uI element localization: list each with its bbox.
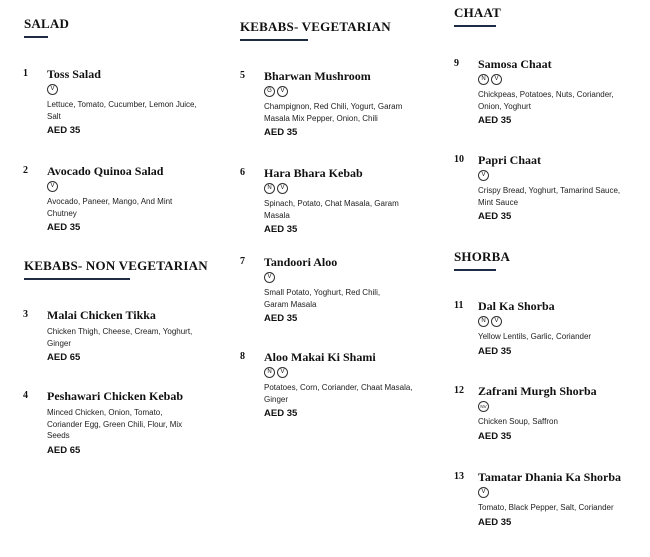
section-salad [24, 16, 70, 38]
menu-item[interactable] [454, 470, 638, 528]
item-name: Malai Chicken Tikka [47, 308, 156, 322]
menu-item[interactable] [240, 166, 404, 235]
item-price: AED 35 [478, 516, 512, 528]
item-name: Tandoori Aloo [264, 255, 338, 269]
nut-icon: N [264, 183, 275, 194]
item-number: 3 [23, 309, 28, 320]
item-description: Spinach, Potato, Chat Masala, Garam Masala [264, 199, 399, 220]
item-name: Dal Ka Shorba [478, 299, 555, 313]
item-description: Small Potato, Yoghurt, Red Chili, Garam Masala [264, 288, 381, 309]
vegetarian-icon: V [47, 181, 58, 192]
vegetarian-icon: V [277, 86, 288, 97]
item-name: Bharwan Mushroom [264, 69, 371, 83]
non-vegetarian-icon: NV [478, 401, 489, 412]
diet-badges [478, 401, 628, 412]
item-price: AED 35 [47, 222, 81, 233]
item-number: 1 [23, 68, 28, 79]
diet-badges [478, 487, 638, 498]
section-title: SHORBA [454, 249, 511, 264]
menu-item[interactable] [240, 255, 404, 324]
item-name: Hara Bhara Kebab [264, 166, 363, 180]
vegetarian-icon: V [277, 183, 288, 194]
menu-item[interactable] [23, 389, 187, 456]
item-number: 7 [240, 256, 245, 267]
section-title: CHAAT [454, 5, 501, 20]
item-name: Papri Chaat [478, 153, 541, 167]
item-description: Crispy Bread, Yoghurt, Tamarind Sauce, Mint Sauce [478, 186, 621, 207]
item-description: Chickpeas, Potatoes, Nuts, Coriander, Onion, Yoghurt [478, 90, 614, 111]
item-number: 4 [23, 390, 28, 401]
item-name: Peshawari Chicken Kebab [47, 389, 184, 403]
item-price: AED 65 [47, 352, 81, 363]
item-number: 9 [454, 58, 459, 69]
item-description: Yellow Lentils, Garlic, Coriander [478, 332, 592, 341]
item-description: Potatoes, Corn, Coriander, Chaat Masala, Ginger [264, 383, 413, 404]
section-kebabs-vegetarian [240, 19, 391, 41]
section-chaat [454, 5, 501, 27]
item-name: Zafrani Murgh Shorba [478, 384, 597, 398]
item-description: Chicken Soup, Saffron [478, 417, 558, 426]
item-description: Tomato, Black Pepper, Salt, Coriander [478, 503, 614, 512]
item-price: AED 35 [264, 127, 298, 138]
section-title: SALAD [24, 16, 70, 31]
section-underline [454, 269, 496, 271]
vegetarian-icon: V [478, 487, 489, 498]
item-name: Toss Salad [47, 67, 101, 81]
item-number: 11 [454, 300, 464, 311]
diet-badges [264, 86, 414, 97]
diet-badges [47, 181, 187, 192]
item-number: 10 [454, 154, 464, 165]
item-price: AED 35 [478, 345, 512, 357]
menu-item[interactable] [23, 308, 197, 363]
section-title: KEBABS- VEGETARIAN [240, 19, 391, 34]
menu-item[interactable] [240, 69, 414, 138]
diet-badges [478, 74, 618, 85]
item-price: AED 35 [478, 211, 512, 222]
item-price: AED 35 [478, 430, 512, 442]
nut-icon: N [478, 74, 489, 85]
vegetarian-icon: V [264, 272, 275, 283]
nut-icon: N [264, 367, 275, 378]
item-description: Lettuce, Tomato, Cucumber, Lemon Juice, Salt [47, 100, 197, 121]
diet-badges [47, 84, 207, 95]
item-price: AED 35 [47, 125, 81, 136]
menu-item[interactable] [23, 164, 187, 233]
item-description: Champignon, Red Chili, Yogurt, Garam Masala Mix Pepper, Onion, Chili [264, 102, 403, 123]
menu-item[interactable] [240, 350, 414, 419]
item-name: Tamatar Dhania Ka Shorba [478, 470, 622, 484]
item-name: Samosa Chaat [478, 57, 552, 71]
diet-badges [264, 367, 414, 378]
section-kebabs-non-vegetarian [24, 258, 208, 280]
vegetarian-icon: V [478, 170, 489, 181]
menu-item[interactable] [454, 299, 628, 357]
menu-item[interactable] [454, 57, 618, 126]
item-price: AED 65 [47, 444, 81, 456]
menu-item[interactable] [454, 153, 628, 222]
item-description: Minced Chicken, Onion, Tomato, Coriander Egg, Green Chili, Flour, Mix Seeds [47, 408, 183, 440]
item-name: Aloo Makai Ki Shami [264, 350, 376, 364]
item-number: 13 [454, 471, 464, 482]
diet-badges [264, 183, 404, 194]
nut-icon: N [478, 316, 489, 327]
vegetarian-icon: V [491, 74, 502, 85]
item-price: AED 35 [264, 224, 298, 235]
diet-badges [478, 316, 628, 327]
item-number: 12 [454, 385, 464, 396]
vegetarian-icon: V [47, 84, 58, 95]
item-price: AED 35 [478, 115, 512, 126]
item-number: 2 [23, 165, 28, 176]
item-price: AED 35 [264, 408, 298, 419]
item-number: 6 [240, 167, 245, 178]
diet-badges [478, 170, 628, 181]
item-description: Chicken Thigh, Cheese, Cream, Yoghurt, Ginger [47, 327, 193, 348]
gluten-free-icon: G [264, 86, 275, 97]
vegetarian-icon: V [491, 316, 502, 327]
section-underline [24, 36, 48, 38]
menu-item[interactable] [23, 67, 207, 136]
item-number: 5 [240, 70, 245, 81]
section-title: KEBABS- NON VEGETARIAN [24, 258, 208, 273]
menu-item[interactable] [454, 384, 628, 442]
item-name: Avocado Quinoa Salad [47, 164, 164, 178]
section-shorba [454, 249, 510, 271]
item-price: AED 35 [264, 313, 298, 324]
item-number: 8 [240, 351, 245, 362]
section-underline [240, 39, 308, 41]
section-underline [24, 278, 130, 280]
section-underline [454, 25, 496, 27]
vegetarian-icon: V [277, 367, 288, 378]
diet-badges [264, 272, 404, 283]
item-description: Avocado, Paneer, Mango, And Mint Chutney [47, 197, 173, 218]
